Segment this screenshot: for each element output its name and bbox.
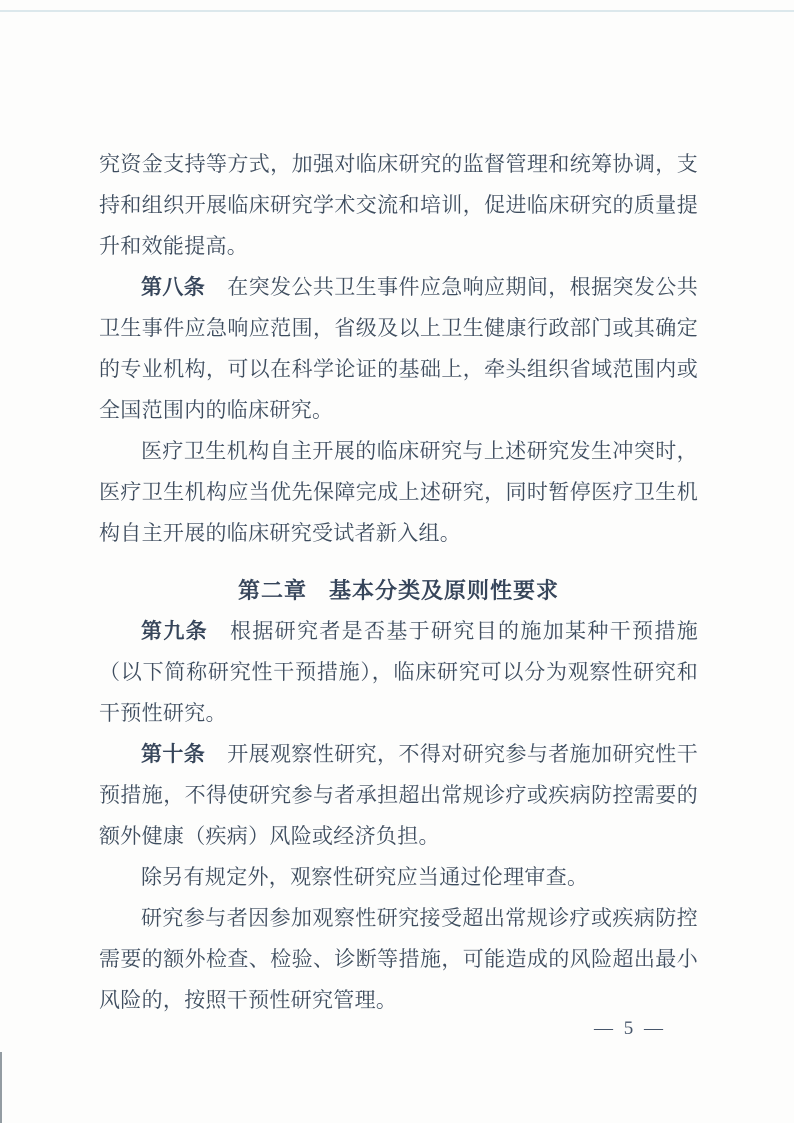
- paragraph-text: 在突发公共卫生事件应急响应期间，根据突发公共卫生事件应急响应范围，省级及以上卫生健康行政部门或其确定的专业机构，可以在科学论证的基础上，牵头组织省域范围内或全国范围内的临床研究。: [99, 275, 698, 422]
- article-10-label: 第十条: [141, 743, 206, 766]
- chapter-number: 第二章: [237, 578, 307, 603]
- paragraph-article-9: [99, 611, 698, 734]
- paragraph-article-10: [99, 734, 698, 857]
- paragraph-text: 研究参与者因参加观察性研究接受超出常规诊疗或疾病防控需要的额外检查、检验、诊断等措施，可能造成的风险超出最小风险的，按照干预性研究管理。: [99, 906, 698, 1012]
- paragraph-text: 根据研究者是否基于研究目的施加某种干预措施（以下简称研究性干预措施），临床研究可以分为观察性研究和干预性研究。: [99, 619, 698, 725]
- paragraph-article-8: [99, 267, 698, 431]
- paragraph-text: 医疗卫生机构自主开展的临床研究与上述研究发生冲突时，医疗卫生机构应当优先保障完成上述研究，同时暂停医疗卫生机构自主开展的临床研究受试者新入组。: [99, 439, 698, 545]
- scan-artifact-top-edge: [0, 10, 794, 12]
- document-body: [99, 144, 698, 1021]
- page-number: — 5 —: [594, 1018, 666, 1039]
- article-9-label: 第九条: [141, 620, 209, 643]
- paragraph-conflict-rule: [99, 431, 698, 554]
- chapter-heading: [99, 570, 698, 611]
- article-8-label: 第八条: [141, 276, 206, 299]
- paragraph-continuation: [99, 144, 698, 267]
- paragraph-ethics-review: [99, 857, 698, 898]
- paragraph-text: 究资金支持等方式，加强对临床研究的监督管理和统筹协调，支持和组织开展临床研究学术交流和培训，促进临床研究的质量提升和效能提高。: [99, 152, 698, 258]
- paragraph-text: 除另有规定外，观察性研究应当通过伦理审查。: [141, 865, 589, 889]
- chapter-title: 基本分类及原则性要求: [329, 578, 560, 603]
- paragraph-risk-rule: [99, 898, 698, 1021]
- paragraph-text: 开展观察性研究，不得对研究参与者施加研究性干预措施，不得使研究参与者承担超出常规诊疗或疾病防控需要的额外健康（疾病）风险或经济负担。: [99, 742, 698, 848]
- scan-artifact-left-edge: [0, 1052, 2, 1123]
